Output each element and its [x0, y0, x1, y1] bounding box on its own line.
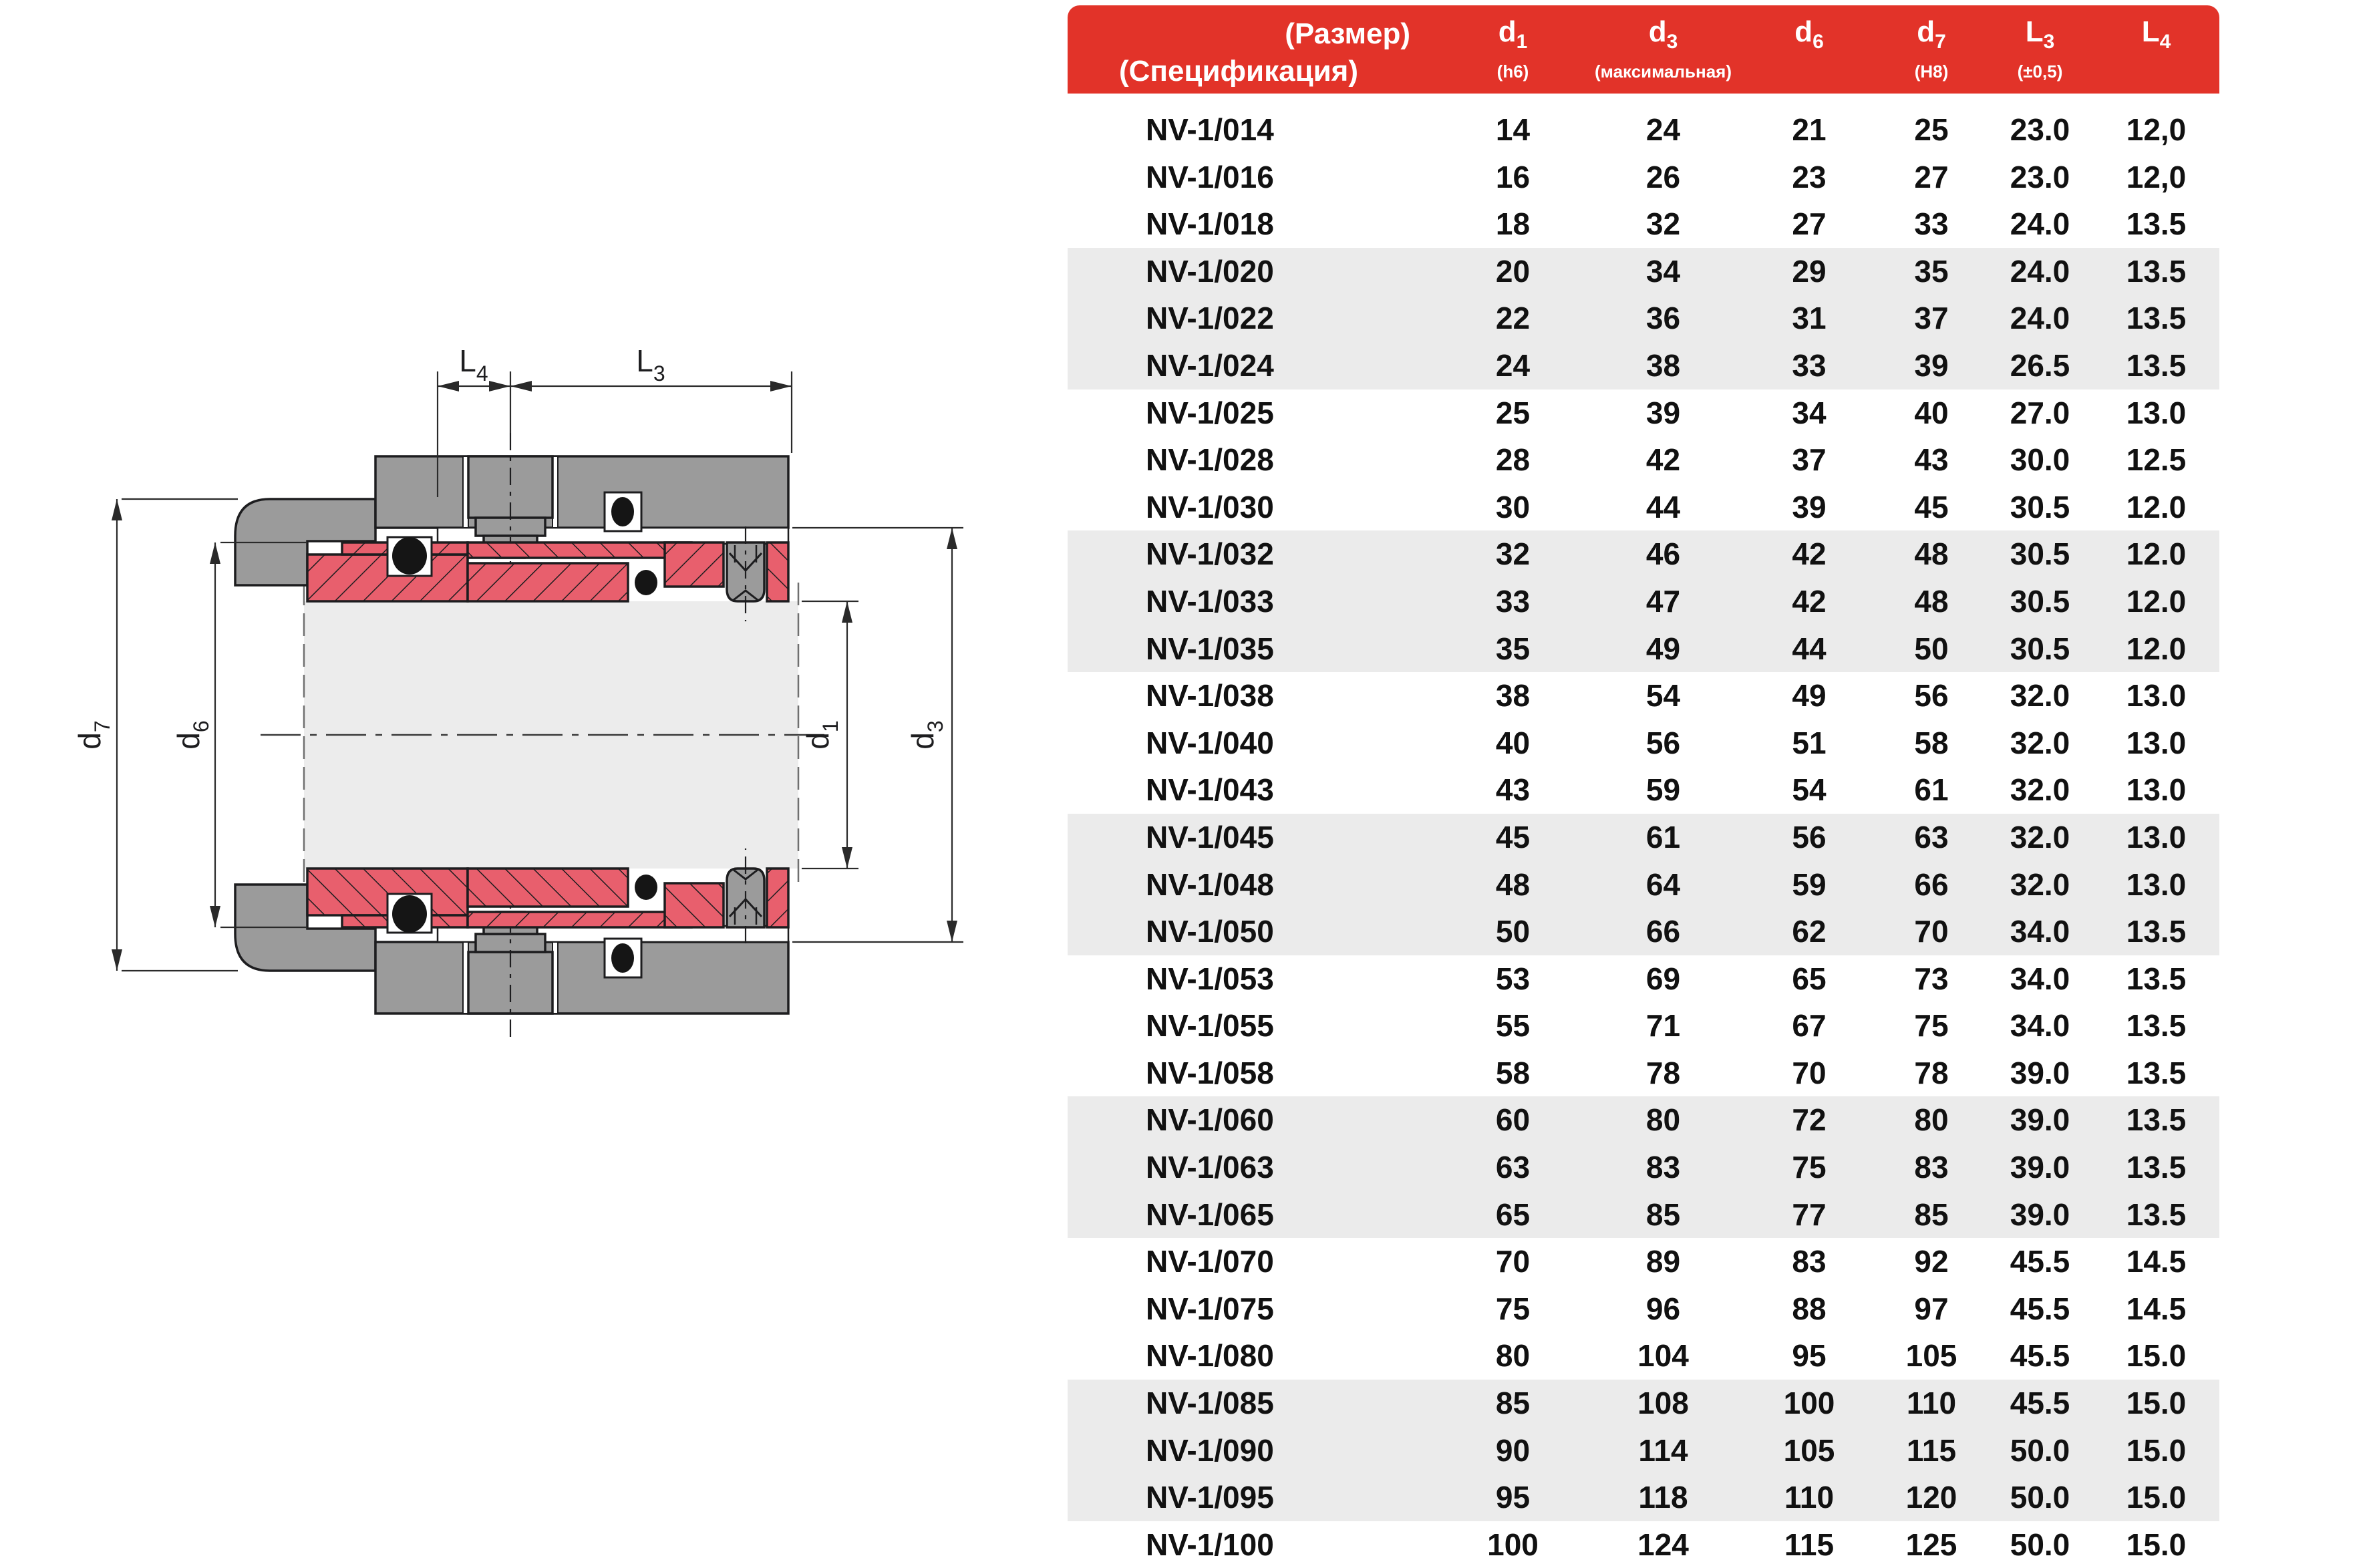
row-name: NV-1/053	[1146, 961, 1274, 996]
cell-d1: 28	[1495, 442, 1531, 478]
cell-d6: 51	[1792, 725, 1827, 760]
cell-L3: 23.0	[2010, 112, 2070, 147]
table-row	[1068, 484, 2219, 531]
cell-d1: 16	[1495, 159, 1531, 194]
cell-L3: 30.5	[2010, 536, 2070, 572]
table-row	[1068, 1427, 2219, 1474]
row-name: NV-1/038	[1146, 678, 1274, 714]
cell-d6: 21	[1792, 112, 1827, 147]
cell-d7: 45	[1914, 489, 1949, 524]
cell-d6: 31	[1792, 301, 1827, 336]
cell-d6: 29	[1792, 253, 1827, 289]
row-name: NV-1/014	[1146, 112, 1274, 147]
cell-L3: 24.0	[2010, 301, 2070, 336]
table-row	[1068, 1238, 2219, 1285]
table-row	[1068, 295, 2219, 342]
cell-d1: 30	[1495, 489, 1531, 524]
cell-d1: 95	[1495, 1480, 1531, 1515]
cell-L3: 30.5	[2010, 583, 2070, 619]
row-name: NV-1/060	[1146, 1102, 1274, 1138]
cell-d1: 40	[1495, 725, 1531, 760]
cell-d3: 44	[1645, 489, 1681, 524]
cell-L3: 32.0	[2010, 867, 2070, 902]
cell-d7: 33	[1914, 206, 1949, 242]
header-col-L4: $L_4$	[2141, 15, 2171, 53]
cell-d3: 54	[1645, 678, 1681, 714]
cell-L4: 15.0	[2126, 1527, 2187, 1562]
cell-L3: 45.5	[2010, 1291, 2070, 1326]
cell-L4: 13.5	[2126, 253, 2187, 289]
header-note-d3: (максимальная)	[1595, 61, 1732, 82]
cell-L3: 39.0	[2010, 1102, 2070, 1138]
table-row	[1068, 342, 2219, 389]
cell-d7: 120	[1905, 1480, 1957, 1515]
cell-d6: 34	[1792, 395, 1827, 430]
cell-d1: 53	[1495, 961, 1531, 996]
cell-d7: 75	[1914, 1008, 1949, 1044]
dim-label-d7: $d_7$	[72, 720, 114, 750]
cell-L3: 27.0	[2010, 395, 2070, 430]
cell-L3: 32.0	[2010, 725, 2070, 760]
cell-d3: 80	[1645, 1102, 1681, 1138]
table-header	[1068, 5, 2219, 94]
end-ring	[767, 542, 788, 601]
cell-d7: 43	[1914, 442, 1949, 478]
row-name: NV-1/090	[1146, 1432, 1274, 1468]
cell-L4: 13.5	[2126, 1008, 2187, 1044]
cell-d3: 124	[1637, 1527, 1689, 1562]
cell-d3: 36	[1645, 301, 1681, 336]
table-row	[1068, 248, 2219, 295]
cell-d6: 83	[1792, 1244, 1827, 1279]
cell-L3: 24.0	[2010, 253, 2070, 289]
cell-d3: 118	[1638, 1480, 1688, 1515]
cell-L3: 30.0	[2010, 442, 2070, 478]
table-row	[1068, 1285, 2219, 1333]
row-name: NV-1/100	[1146, 1527, 1274, 1562]
cell-d6: 56	[1792, 819, 1827, 854]
cell-d3: 96	[1645, 1291, 1681, 1326]
cell-d7: 66	[1914, 867, 1949, 902]
cell-L3: 24.0	[2010, 206, 2070, 242]
table-row	[1068, 200, 2219, 248]
cell-d3: 114	[1638, 1432, 1688, 1468]
cell-L4: 12.5	[2126, 442, 2187, 478]
cell-d6: 62	[1792, 914, 1827, 949]
cell-d1: 100	[1487, 1527, 1539, 1562]
cell-d7: 73	[1914, 961, 1949, 996]
cell-L3: 39.0	[2010, 1197, 2070, 1232]
cell-d1: 35	[1495, 631, 1531, 666]
table-row	[1068, 625, 2219, 673]
table-row	[1068, 1144, 2219, 1191]
row-name: NV-1/070	[1146, 1244, 1274, 1279]
cell-d1: 60	[1495, 1102, 1531, 1138]
cell-L3: 39.0	[2010, 1055, 2070, 1090]
cell-d1: 32	[1495, 536, 1531, 572]
cell-d1: 65	[1495, 1197, 1531, 1232]
table-row	[1068, 861, 2219, 909]
seal-assembly-half-mirror	[235, 848, 788, 1037]
cell-L4: 13.5	[2126, 206, 2187, 242]
cell-d6: 42	[1792, 536, 1827, 572]
table-row	[1068, 1050, 2219, 1097]
row-name: NV-1/048	[1146, 867, 1274, 902]
row-name: NV-1/035	[1146, 631, 1274, 666]
cell-d3: 42	[1645, 442, 1681, 478]
cell-d6: 39	[1792, 489, 1827, 524]
cell-d3: 49	[1645, 631, 1681, 666]
cell-d1: 43	[1495, 772, 1531, 808]
o-ring	[392, 537, 427, 575]
cell-L4: 13.5	[2126, 347, 2187, 383]
dim-label-d3: $d_3$	[905, 720, 947, 750]
cell-L3: 32.0	[2010, 819, 2070, 854]
cell-L4: 15.0	[2126, 1338, 2187, 1374]
row-name: NV-1/095	[1146, 1480, 1274, 1515]
header-col-d3: $d_3$ (максимальная)	[1595, 15, 1732, 82]
cell-L4: 15.0	[2126, 1432, 2187, 1468]
o-ring	[635, 570, 657, 595]
cell-d7: 97	[1914, 1291, 1949, 1326]
row-name: NV-1/028	[1146, 442, 1274, 478]
table-row	[1068, 1332, 2219, 1380]
cell-d3: 39	[1645, 395, 1681, 430]
cell-d1: 33	[1495, 583, 1531, 619]
cell-d1: 50	[1495, 914, 1531, 949]
cell-d7: 37	[1914, 301, 1949, 336]
cell-d6: 72	[1792, 1102, 1827, 1138]
cell-d3: 32	[1645, 206, 1681, 242]
cell-d1: 25	[1495, 395, 1531, 430]
cell-d1: 14	[1495, 112, 1531, 147]
cell-L3: 34.0	[2010, 961, 2070, 996]
cell-d7: 27	[1914, 159, 1949, 194]
cell-L3: 50.0	[2010, 1432, 2070, 1468]
table-row	[1068, 908, 2219, 955]
cell-L3: 32.0	[2010, 772, 2070, 808]
row-name: NV-1/016	[1146, 159, 1274, 194]
cell-d1: 48	[1495, 867, 1531, 902]
cell-d6: 27	[1792, 206, 1827, 242]
row-name: NV-1/032	[1146, 536, 1274, 572]
cell-L4: 12,0	[2126, 112, 2187, 147]
header-note-d1: (h6)	[1496, 61, 1529, 82]
cell-d3: 47	[1645, 583, 1681, 619]
table-row	[1068, 389, 2219, 437]
cell-d6: 115	[1784, 1527, 1835, 1562]
cell-d6: 65	[1792, 961, 1827, 996]
drive-band	[468, 542, 691, 558]
row-name: NV-1/040	[1146, 725, 1274, 760]
table-row	[1068, 106, 2219, 154]
cell-d3: 34	[1645, 253, 1681, 289]
cell-d7: 63	[1914, 819, 1949, 854]
cell-d3: 26	[1645, 159, 1681, 194]
cell-L3: 39.0	[2010, 1150, 2070, 1185]
table-row	[1068, 672, 2219, 720]
row-name: NV-1/020	[1146, 253, 1274, 289]
cell-L4: 13.5	[2126, 914, 2187, 949]
cell-d7: 115	[1906, 1432, 1957, 1468]
cell-d6: 54	[1792, 772, 1827, 808]
cell-d1: 18	[1495, 206, 1531, 242]
row-name: NV-1/030	[1146, 489, 1274, 524]
cell-L4: 13.0	[2126, 395, 2187, 430]
cell-d6: 49	[1792, 678, 1827, 714]
cell-d6: 88	[1792, 1291, 1827, 1326]
cell-d3: 108	[1637, 1386, 1689, 1421]
cell-d3: 24	[1645, 112, 1681, 147]
cell-d7: 25	[1914, 112, 1949, 147]
cell-L4: 12.0	[2126, 583, 2187, 619]
cell-d7: 61	[1914, 772, 1949, 808]
cell-L4: 13.0	[2126, 819, 2187, 854]
row-name: NV-1/050	[1146, 914, 1274, 949]
cell-d7: 35	[1914, 253, 1949, 289]
table-row	[1068, 1096, 2219, 1144]
cell-d3: 83	[1645, 1150, 1681, 1185]
cell-d6: 42	[1792, 583, 1827, 619]
dim-label-d6: $d_6$	[171, 720, 213, 750]
row-name: NV-1/022	[1146, 301, 1274, 336]
cell-d7: 56	[1914, 678, 1949, 714]
cell-d1: 75	[1495, 1291, 1531, 1326]
seal-assembly-half	[235, 433, 788, 621]
table-row	[1068, 578, 2219, 625]
cell-d7: 48	[1914, 536, 1949, 572]
cell-d6: 100	[1783, 1386, 1835, 1421]
cell-L4: 12.0	[2126, 631, 2187, 666]
cell-d3: 66	[1645, 914, 1681, 949]
header-size-label: (Размер)	[1285, 17, 1410, 50]
row-name: NV-1/025	[1146, 395, 1274, 430]
cell-d7: 70	[1914, 914, 1949, 949]
cell-L4: 13.0	[2126, 867, 2187, 902]
cell-d1: 45	[1495, 819, 1531, 854]
cell-d6: 77	[1792, 1197, 1827, 1232]
cell-d3: 104	[1637, 1338, 1689, 1374]
cell-d3: 69	[1645, 961, 1681, 996]
table-row	[1068, 1002, 2219, 1050]
cell-L3: 50.0	[2010, 1527, 2070, 1562]
cell-d7: 78	[1914, 1055, 1949, 1090]
header-note-L3: (±0,5)	[2017, 61, 2063, 82]
cell-d6: 44	[1792, 631, 1827, 666]
cell-d1: 63	[1495, 1150, 1531, 1185]
cell-d7: 48	[1914, 583, 1949, 619]
cell-d3: 89	[1645, 1244, 1681, 1279]
cell-L3: 45.5	[2010, 1244, 2070, 1279]
cell-d3: 56	[1645, 725, 1681, 760]
row-name: NV-1/065	[1146, 1197, 1274, 1232]
header-col-d1: $d_1$ (h6)	[1496, 15, 1529, 82]
header-spec-column	[1068, 5, 1442, 94]
row-name: NV-1/085	[1146, 1386, 1274, 1421]
cell-L3: 30.5	[2010, 631, 2070, 666]
table-row	[1068, 1191, 2219, 1239]
cell-L3: 23.0	[2010, 159, 2070, 194]
cell-L4: 14.5	[2126, 1244, 2187, 1279]
cell-d7: 110	[1906, 1386, 1957, 1421]
cell-L3: 45.5	[2010, 1338, 2070, 1374]
cell-d1: 90	[1495, 1432, 1531, 1468]
cell-d1: 22	[1495, 301, 1531, 336]
cell-L3: 45.5	[2010, 1386, 2070, 1421]
cell-d7: 83	[1914, 1150, 1949, 1185]
cell-d7: 50	[1914, 631, 1949, 666]
cell-d7: 39	[1914, 347, 1949, 383]
cell-d1: 38	[1495, 678, 1531, 714]
cell-d7: 80	[1914, 1102, 1949, 1138]
header-note-d7: (H8)	[1914, 61, 1949, 82]
cell-d1: 85	[1495, 1386, 1531, 1421]
cell-L3: 34.0	[2010, 1008, 2070, 1044]
cell-d1: 55	[1495, 1008, 1531, 1044]
cell-L4: 13.5	[2126, 1055, 2187, 1090]
dim-label-L3: $L_3$	[636, 343, 665, 385]
cell-L4: 15.0	[2126, 1480, 2187, 1515]
cell-L4: 13.5	[2126, 1150, 2187, 1185]
cell-d6: 23	[1792, 159, 1827, 194]
cell-d6: 95	[1792, 1338, 1827, 1374]
row-name: NV-1/055	[1146, 1008, 1274, 1044]
cell-d3: 59	[1645, 772, 1681, 808]
o-ring	[611, 497, 634, 526]
seat-ring	[665, 542, 724, 587]
spec-table	[1068, 5, 2219, 1568]
cell-d6: 37	[1792, 442, 1827, 478]
row-name: NV-1/033	[1146, 583, 1274, 619]
cell-L4: 12.0	[2126, 489, 2187, 524]
cell-d7: 40	[1914, 395, 1949, 430]
header-col-d6: $d_6$	[1794, 15, 1824, 53]
seal-ring	[468, 563, 628, 601]
cell-L4: 13.0	[2126, 772, 2187, 808]
header-spec-label: (Спецификация)	[1118, 55, 1358, 88]
cell-L3: 34.0	[2010, 914, 2070, 949]
cell-L4: 14.5	[2126, 1291, 2187, 1326]
cell-d3: 61	[1645, 819, 1681, 854]
cell-L4: 13.5	[2126, 301, 2187, 336]
cell-d3: 71	[1645, 1008, 1681, 1044]
cell-L4: 13.0	[2126, 725, 2187, 760]
cell-d6: 105	[1783, 1432, 1835, 1468]
cell-L4: 13.5	[2126, 1197, 2187, 1232]
table-row	[1068, 814, 2219, 861]
table-row	[1068, 720, 2219, 767]
cell-d3: 46	[1645, 536, 1681, 572]
cell-d7: 105	[1905, 1338, 1957, 1374]
cell-d3: 38	[1645, 347, 1681, 383]
cell-d7: 58	[1914, 725, 1949, 760]
row-name: NV-1/058	[1146, 1055, 1274, 1090]
table-row	[1068, 530, 2219, 578]
table-body	[1068, 106, 2219, 1568]
table-row	[1068, 1521, 2219, 1568]
cell-d6: 75	[1792, 1150, 1827, 1185]
table-row	[1068, 1380, 2219, 1427]
cell-d6: 59	[1792, 867, 1827, 902]
cell-L3: 30.5	[2010, 489, 2070, 524]
table-row	[1068, 154, 2219, 201]
cell-L4: 12,0	[2126, 159, 2187, 194]
cell-d1: 70	[1495, 1244, 1531, 1279]
cell-L4: 12.0	[2126, 536, 2187, 572]
cell-d1: 20	[1495, 253, 1531, 289]
cell-L3: 26.5	[2010, 347, 2070, 383]
table-row	[1068, 436, 2219, 484]
cell-d3: 64	[1645, 867, 1681, 902]
cell-L4: 13.0	[2126, 678, 2187, 714]
row-name: NV-1/024	[1146, 347, 1274, 383]
cell-d7: 125	[1905, 1527, 1957, 1562]
cell-d6: 33	[1792, 347, 1827, 383]
cell-d6: 70	[1792, 1055, 1827, 1090]
cell-d3: 78	[1645, 1055, 1681, 1090]
row-name: NV-1/075	[1146, 1291, 1274, 1326]
cell-d7: 85	[1914, 1197, 1949, 1232]
row-name: NV-1/063	[1146, 1150, 1274, 1185]
header-col-d7: $d_7$ (H8)	[1914, 15, 1949, 82]
row-name: NV-1/043	[1146, 772, 1274, 808]
cell-L3: 32.0	[2010, 678, 2070, 714]
cell-L4: 15.0	[2126, 1386, 2187, 1421]
dim-label-L4: $L_4$	[459, 343, 488, 385]
header-col-L3: $L_3$ (±0,5)	[2017, 15, 2063, 82]
cell-d7: 92	[1914, 1244, 1949, 1279]
row-name: NV-1/045	[1146, 819, 1274, 854]
table-row	[1068, 1474, 2219, 1521]
cell-d1: 80	[1495, 1338, 1531, 1374]
cell-d6: 67	[1792, 1008, 1827, 1044]
table-row	[1068, 955, 2219, 1003]
row-name: NV-1/018	[1146, 206, 1274, 242]
cell-d3: 85	[1645, 1197, 1681, 1232]
cell-d1: 58	[1495, 1055, 1531, 1090]
cell-d6: 110	[1784, 1480, 1835, 1515]
cell-L3: 50.0	[2010, 1480, 2070, 1515]
cell-L4: 13.5	[2126, 961, 2187, 996]
row-name: NV-1/080	[1146, 1338, 1274, 1374]
cell-L4: 13.5	[2126, 1102, 2187, 1138]
table-row	[1068, 766, 2219, 814]
seal-cross-section-drawing	[0, 0, 1062, 1559]
cell-d1: 24	[1495, 347, 1531, 383]
dim-label-d1: $d_1$	[800, 720, 842, 750]
